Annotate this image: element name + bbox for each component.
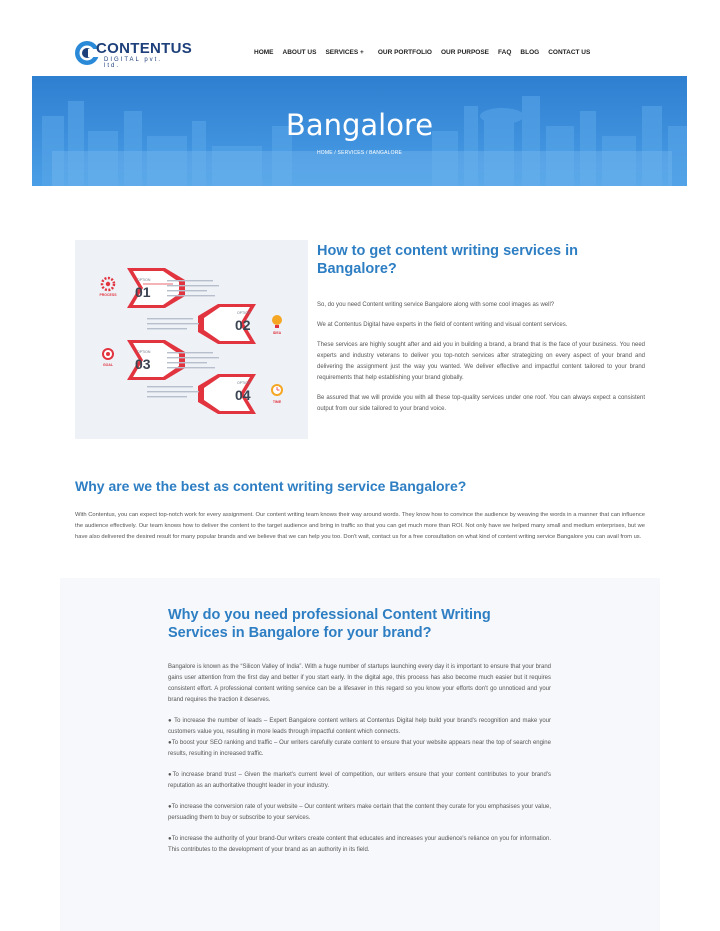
main-nav: [254, 49, 599, 56]
section-why-best: [75, 478, 645, 543]
section-1-heading: How to get content writing services in Bangalore?: [317, 243, 579, 277]
nav-item-home[interactable]: HOME: [254, 49, 274, 56]
section-1-paragraph: These services are highly sought after and aid you in building a brand, a brand that is the face of your business. You need experts and industry veterans to deliver you top-notch services after strategizing on every aspect of your brand and delivering the assignment just the way you wanted. We deliver effective and impactful content tailored to your brand requirements that help establishing your brand globally.: [317, 342, 645, 381]
lightbulb-icon: [272, 315, 282, 328]
site-header: [0, 0, 720, 76]
brand-logo[interactable]: [74, 38, 193, 70]
breadcrumb-separator: /: [365, 150, 368, 156]
option-01-caption: OPTION: [137, 278, 151, 282]
option-03-number: 03: [135, 356, 151, 372]
options-infographic-graphic: [75, 240, 308, 439]
options-infographic: [75, 240, 308, 439]
option-02-number: 02: [235, 317, 251, 333]
section-3-bullet: ●To increase the conversion rate of your website – Our content writers make certain that the content they curate for you emphasises your value, persuading them to buy or subscribe to your services.: [168, 804, 551, 821]
section-3-bullet: ● To increase the number of leads – Expert Bangalore content writers at Contentus Digital help build your brand's recognition and make your customers value you, resulting in more leads through impactful content which connects.: [168, 718, 551, 735]
option-04-number: 04: [235, 387, 251, 403]
page-title: Bangalore: [285, 108, 434, 142]
section-how-to-get: [317, 242, 645, 424]
nav-item-services[interactable]: SERVICES +: [325, 49, 364, 56]
breadcrumb-separator: /: [334, 150, 336, 156]
section-1-paragraph: Be assured that we will provide you with all these top-quality services under one roof. You can always expect a consistent output from our side tailored to your brand voice.: [317, 395, 645, 412]
section-3-heading: Why do you need professional Content Writing Services in Bangalore for your brand?: [168, 607, 491, 641]
target-icon: [102, 348, 114, 360]
option-02-label: IDEA: [272, 331, 282, 335]
option-04-label: TIME: [272, 400, 282, 404]
section-3-bullet: ●To boost your SEO ranking and traffic – Our writers carefully curate content to ensure that your website appears near the top of search engine results, resulting in increased traffic.: [168, 740, 551, 757]
option-01-label: PROCESS: [99, 293, 117, 297]
option-02-caption: OPTION: [237, 311, 251, 315]
option-03-label: GOAL: [102, 363, 114, 367]
option-04-caption: OPTION: [237, 381, 251, 385]
nav-item-portfolio[interactable]: OUR PORTFOLIO: [377, 49, 432, 56]
breadcrumb: [32, 150, 687, 156]
section-why-need: [168, 606, 551, 866]
section-1-paragraph: So, do you need Content writing service Bangalore along with some cool images as well?: [317, 302, 555, 308]
nav-item-contact[interactable]: CONTACT US: [548, 49, 591, 56]
clock-icon: [271, 384, 283, 396]
nav-item-about[interactable]: ABOUT US: [282, 49, 317, 56]
breadcrumb-home[interactable]: HOME: [316, 150, 333, 156]
section-3-intro: Bangalore is known as the “Silicon Valley of India”. With a huge number of startups launching every day it is important to ensure that your brand gains user attention from the first day and better if you start early. In the digital age, this process has also become much easier but it requires consistent effort. A professional content writing service can be a lifesaver in this regard so you know your efforts don't go unnoticed and your brand requires the traction it deserves.: [168, 664, 551, 703]
nav-item-purpose[interactable]: OUR PURPOSE: [440, 49, 490, 56]
section-1-paragraph: We at Contentus Digital have experts in the field of content writing and visual content services.: [317, 322, 568, 328]
section-2-paragraph: With Contentus, you can expect top-notch work for every assignment. Our content writing team knows their way around words. They know how to convince the audience by weaving the words in a manner that can influence the audience effectively. Our team knows how to deliver the content to the target audience and bring in traffic so that you can get much more than ROI. Not only have we helped many small and medium enterprises, but we have also delivered the desired result for many popular brands and we believe that we can help you too. Don't wait, contact us for a free consultation on what kind of content writing service Bangalore you can avail from us.: [75, 512, 645, 540]
option-01-number: 01: [135, 284, 151, 300]
nav-item-faq[interactable]: FAQ: [498, 49, 512, 56]
breadcrumb-services[interactable]: SERVICES: [337, 150, 365, 156]
section-3-bullet: ●To increase brand trust – Given the market's current level of competition, our writers ensure that your content contributes to your brand's reputation as an authoritative thought leader in your industry.: [168, 772, 551, 789]
gear-icon: [102, 278, 114, 290]
breadcrumb-current: BANGALORE: [369, 150, 403, 156]
option-03-caption: OPTION: [137, 350, 151, 354]
section-3-bullet: ●To increase the authority of your brand-Our writers create content that educates and increases your audience's reliance on you for information. This contributes to the development of your brand as an authority in its field.: [168, 836, 551, 853]
nav-item-blog[interactable]: BLOG: [520, 49, 540, 56]
section-2-heading: Why are we the best as content writing service Bangalore?: [75, 478, 467, 494]
page-hero: [32, 76, 687, 186]
brand-tagline: DIGITAL pvt. ltd.: [104, 57, 163, 69]
brand-name: CONTENTUS: [96, 40, 193, 57]
